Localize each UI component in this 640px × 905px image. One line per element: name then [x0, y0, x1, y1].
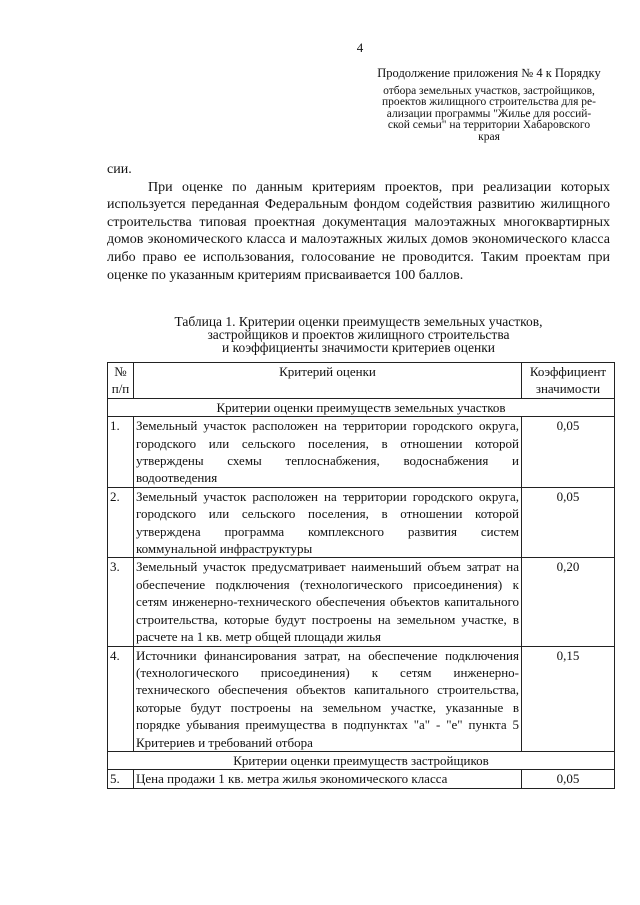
table-caption-line: Таблица 1. Критерии оценки преимуществ земельных участков, — [174, 314, 543, 329]
header-coefficient — [522, 363, 615, 399]
table-caption-line: застройщиков и проектов жилищного строительства — [207, 327, 510, 342]
row-coefficient: 0,05 — [522, 487, 615, 558]
row-coefficient: 0,15 — [522, 646, 615, 751]
header-coefficient-line2: значимости — [535, 381, 601, 397]
appendix-header-line: Продолжение приложения № 4 к Порядку — [377, 66, 601, 80]
header-coefficient-line1: Коэффициент — [529, 364, 607, 379]
table-row — [108, 558, 615, 646]
appendix-header-line: проектов жилищного строительства для ре- — [382, 96, 596, 108]
header-number-line2: п/п — [111, 381, 130, 397]
header-number-line1: № — [114, 364, 127, 379]
row-number: 2. — [108, 487, 134, 558]
row-coefficient: 0,05 — [522, 770, 615, 788]
body-text — [107, 161, 610, 284]
section-row — [108, 751, 615, 769]
table-row — [108, 646, 615, 751]
row-number: 3. — [108, 558, 134, 646]
section-land-plots: Критерии оценки преимуществ земельных участков — [108, 398, 615, 416]
section-row — [108, 398, 615, 416]
row-criterion: Земельный участок расположен на территории городского округа, городского или сельского поселения, в отношении которой утверждена программа комплексного развития систем коммунальной инфраструктуры — [134, 487, 522, 558]
header-number — [108, 363, 134, 399]
row-coefficient: 0,05 — [522, 417, 615, 488]
table-header-row — [108, 363, 615, 399]
row-criterion: Источники финансирования затрат, на обеспечение подключения (технологического присоединения) к сетям инженерно- технического обеспечения объектов капитального строительства, которые будут построены на земельном участке, указанные в порядке убывания преимущества в подпунктах "а" - "е" пункта 5 Критериев и требований отбора — [134, 646, 522, 751]
table-caption — [107, 315, 610, 354]
section-developers: Критерии оценки преимуществ застройщиков — [108, 751, 615, 769]
continuation-text: сии. — [107, 162, 132, 177]
table-row — [108, 417, 615, 488]
appendix-header-line: отбора земельных участков, застройщиков, — [383, 84, 595, 97]
row-number: 1. — [108, 417, 134, 488]
row-criterion: Цена продажи 1 кв. метра жилья экономического класса — [134, 770, 522, 788]
table-row — [108, 770, 615, 788]
appendix-header-line: края — [478, 130, 500, 143]
row-number: 5. — [108, 770, 134, 788]
table-caption-line: и коэффициенты значимости критериев оценки — [221, 340, 495, 355]
row-criterion: Земельный участок расположен на территории городского округа, городского или сельского поселения, в отношении которой утверждены схемы теплоснабжения, водоснабжения и водоотведения — [134, 417, 522, 488]
header-criterion: Критерий оценки — [134, 363, 522, 399]
page-number: 4 — [356, 40, 364, 55]
row-coefficient: 0,20 — [522, 558, 615, 646]
criteria-table — [107, 362, 615, 789]
row-number: 4. — [108, 646, 134, 751]
appendix-header-line: ализации программы "Жилье для россий- — [386, 107, 592, 120]
row-criterion: Земельный участок предусматривает наименьший объем затрат на обеспечение подключения (технологического присоединения) к сетям инженерно-технического обеспечения объектов капитального строительства, которые будут построены на земельном участке, в расчете на 1 кв. метр общей площади жилья — [134, 558, 522, 646]
appendix-header-line: ской семьи" на территории Хабаровского — [387, 119, 591, 131]
intro-paragraph: При оценке по данным критериям проектов, при реализации которых используется переданная Федеральным фондом содействия развитию жилищного строительства типовая проектная документация малоэтажных многоквартирных домов экономического класса и малоэтажных жилых домов экономического класса либо право ее использования, голосование не проводится. Таким проектам при оценке по указанным критериям присваивается 100 баллов. — [107, 179, 610, 283]
table-row — [108, 487, 615, 558]
appendix-header — [358, 68, 620, 143]
